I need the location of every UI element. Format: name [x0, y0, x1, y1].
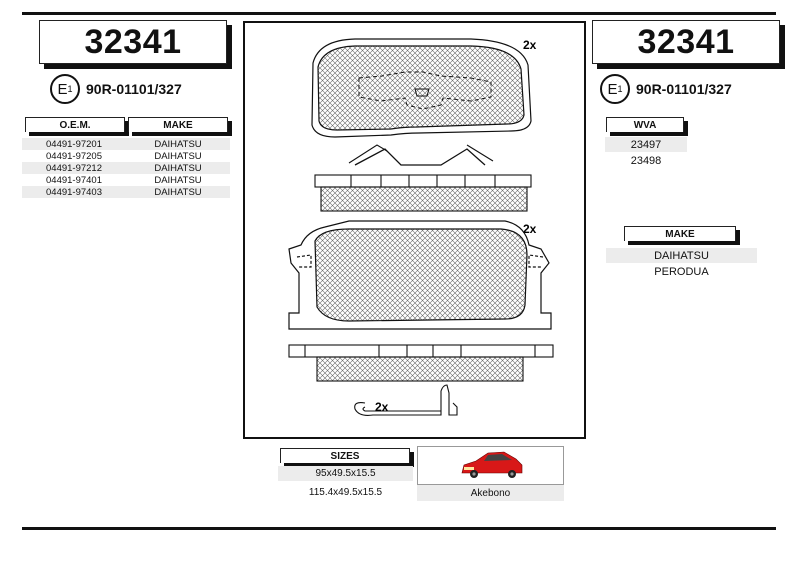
oem-code-cell: 04491-97403: [22, 186, 126, 198]
part-number-right: 32341: [592, 20, 780, 64]
bottom-rule: [22, 527, 776, 530]
size-value: 95x49.5x15.5: [278, 466, 413, 481]
pad-middle-face: [289, 221, 551, 329]
qty-label-clip: 2x: [375, 400, 389, 414]
oem-code-cell: 04491-97205: [46, 150, 102, 162]
oem-code-cell: 04491-97401: [46, 174, 102, 186]
oem-header: O.E.M.: [25, 117, 125, 132]
pad-top-side: [315, 145, 531, 211]
make-list-header: MAKE: [624, 226, 736, 241]
e-mark-icon: E 1: [600, 74, 630, 104]
retaining-clip: [355, 385, 457, 415]
oem-code-cell: 04491-97212: [22, 162, 126, 174]
ece-approval-right: [600, 74, 732, 104]
vehicle-image: [417, 446, 564, 485]
oem-make-cell: DAIHATSU: [126, 162, 230, 174]
oem-make-cell: DAIHATSU: [126, 186, 230, 198]
oem-make-cell: DAIHATSU: [126, 138, 230, 150]
make-list-item: PERODUA: [654, 265, 709, 278]
pad-top-face: [312, 39, 531, 137]
manufacturer-name: Akebono: [417, 485, 564, 501]
approval-number: 90R-01101/327: [86, 81, 182, 97]
make-list-item: DAIHATSU: [606, 248, 757, 263]
size-value: 115.4x49.5x15.5: [308, 487, 383, 498]
oem-make-cell: DAIHATSU: [154, 174, 202, 186]
ece-approval-left: [50, 74, 182, 104]
brake-pad-drawing: [243, 21, 586, 439]
oem-make-cell: DAIHATSU: [154, 150, 202, 162]
pad-middle-side: [289, 345, 553, 381]
oem-code-cell: 04491-97201: [22, 138, 126, 150]
make-header: MAKE: [128, 117, 228, 132]
qty-label-middle: 2x: [523, 222, 537, 236]
wva-value: 23498: [630, 154, 662, 167]
part-number-left: 32341: [39, 20, 227, 64]
e-mark-icon: E 1: [50, 74, 80, 104]
top-rule: [22, 12, 776, 15]
qty-label-top: 2x: [523, 38, 537, 52]
car-icon: [418, 447, 563, 484]
wva-header: WVA: [606, 117, 684, 132]
sizes-header: SIZES: [280, 448, 410, 463]
approval-number: 90R-01101/327: [636, 81, 732, 97]
wva-value: 23497: [605, 137, 687, 152]
